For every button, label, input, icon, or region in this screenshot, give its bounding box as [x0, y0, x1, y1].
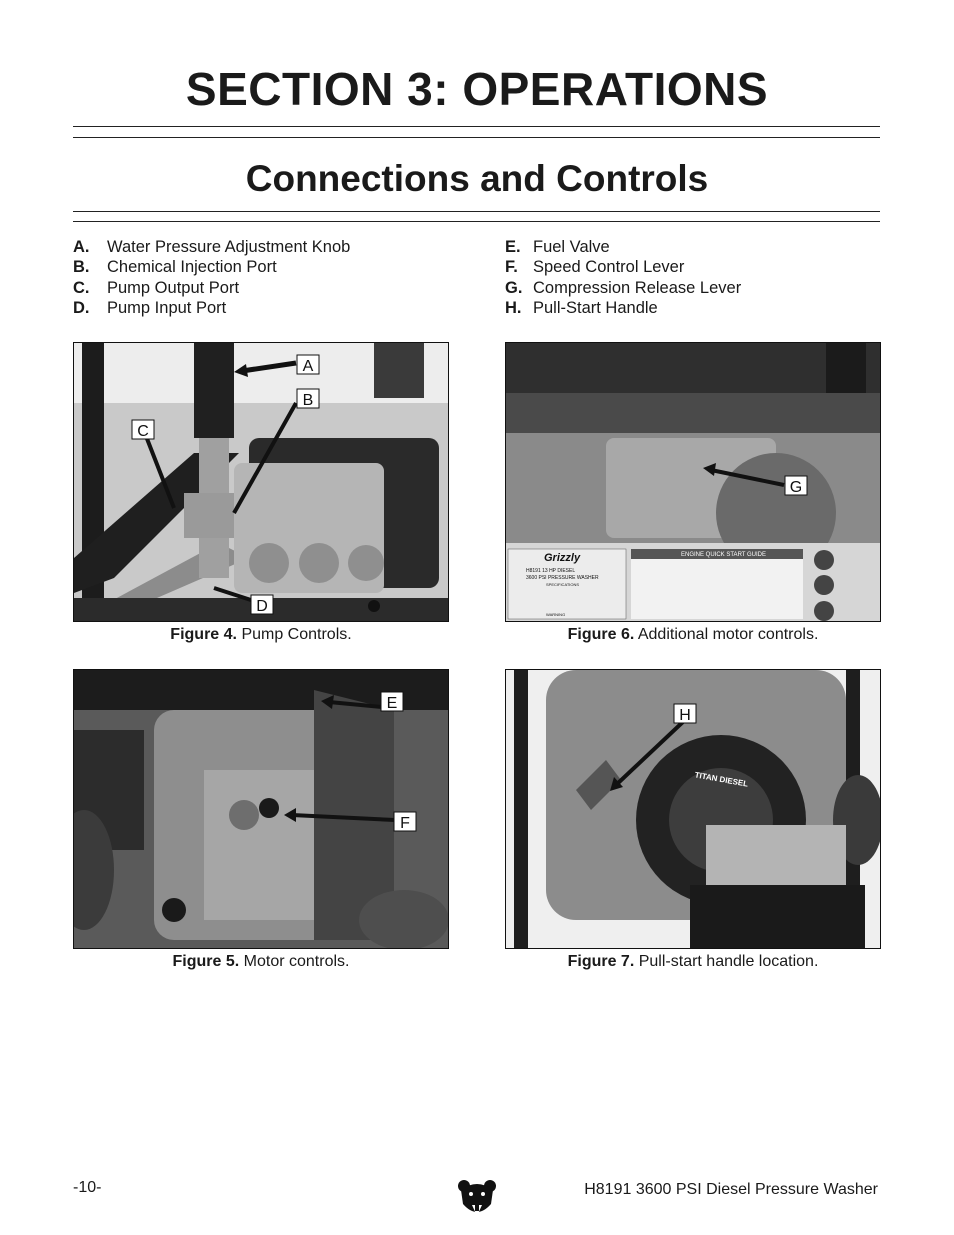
callout-c: C — [137, 423, 149, 440]
figure-7-caption: Figure 7. Pull-start handle location. — [567, 953, 819, 970]
callout-g: G — [789, 479, 803, 496]
parts-list-left — [73, 237, 350, 319]
callout-e: E — [386, 695, 398, 712]
decal-specs-heading: SPECIFICATIONS — [546, 582, 580, 587]
engine-badge: TITAN DIESEL — [694, 770, 749, 789]
grizzly-bear-logo-icon — [457, 1178, 497, 1220]
figure-5-photo — [73, 669, 449, 949]
list-item: H. Pull-Start Handle — [505, 299, 658, 318]
callout-h: H — [679, 707, 691, 724]
list-item: B. Chemical Injection Port — [73, 258, 277, 277]
list-item: A. Water Pressure Adjustment Knob — [73, 238, 351, 256]
list-item: E. Fuel Valve — [505, 238, 610, 256]
decal-guide-title: ENGINE QUICK START GUIDE — [681, 552, 767, 558]
decal-warning: WARNING — [546, 612, 566, 617]
figure-6-photo — [505, 342, 881, 622]
figure-6-caption: Figure 6. Additional motor controls. — [567, 626, 819, 643]
parts-list-right — [505, 237, 741, 319]
figure-4-photo — [73, 342, 449, 622]
callout-a: A — [302, 358, 314, 375]
document-title: H8191 3600 PSI Diesel Pressure Washer — [584, 1181, 878, 1198]
figure-7-photo — [505, 669, 881, 949]
divider — [73, 126, 880, 127]
divider — [73, 137, 880, 138]
decal-model: H8191 13 HP DIESEL — [526, 568, 576, 574]
page-number: -10- — [73, 1179, 102, 1196]
callout-f: F — [400, 815, 410, 832]
decal-product: 3600 PSI PRESSURE WASHER — [526, 575, 599, 581]
callout-b: B — [302, 392, 314, 409]
divider — [73, 211, 880, 212]
list-item: F. Speed Control Lever — [505, 258, 685, 277]
list-item: G. Compression Release Lever — [505, 278, 742, 297]
subsection-title: Connections and Controls — [245, 158, 709, 199]
list-item: D. Pump Input Port — [73, 299, 227, 318]
list-item: C. Pump Output Port — [73, 278, 240, 297]
decal-brand: Grizzly — [544, 552, 581, 564]
divider — [73, 221, 880, 222]
section-title: SECTION 3: OPERATIONS — [185, 63, 769, 115]
figure-5-caption: Figure 5. Motor controls. — [172, 953, 350, 970]
callout-d: D — [256, 598, 268, 615]
figure-4-caption: Figure 4. Pump Controls. — [170, 626, 352, 643]
